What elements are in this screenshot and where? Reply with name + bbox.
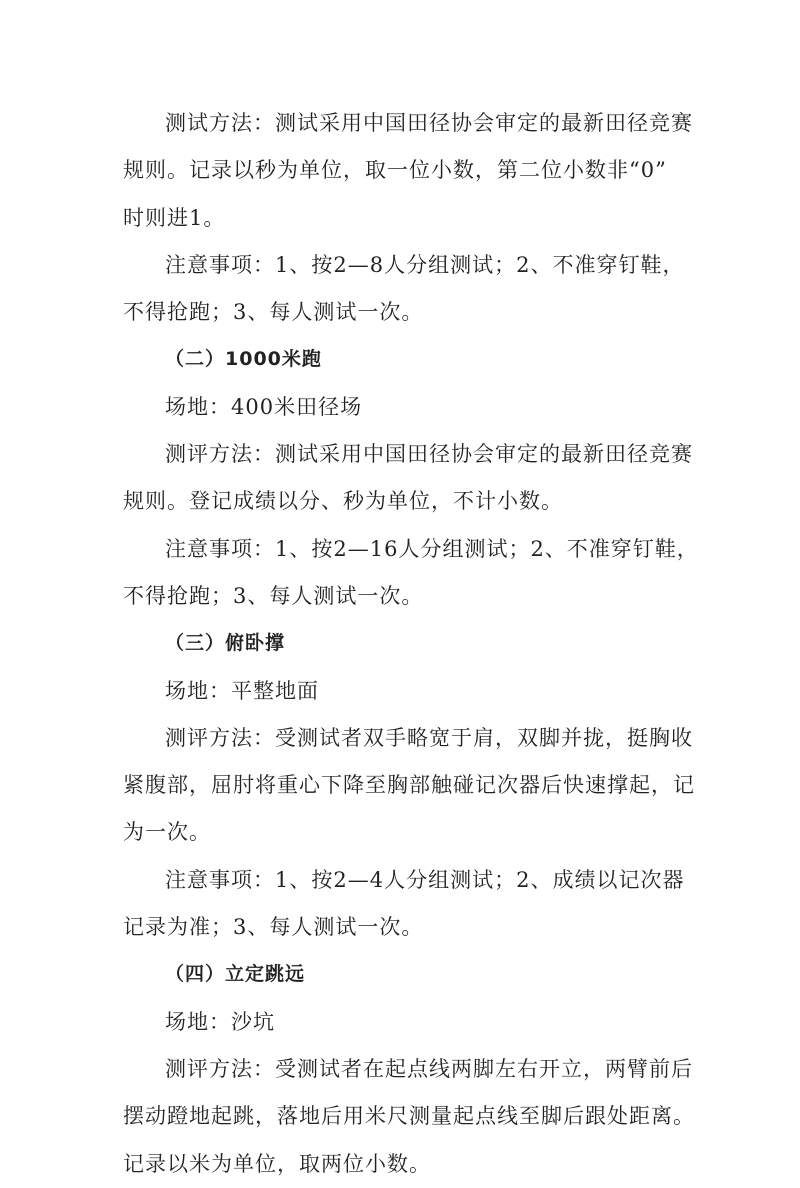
text-line: 为一次。 [123, 820, 211, 845]
text-line: 不得抢跑；3、每人测试一次。 [123, 583, 424, 608]
text-line: 摆动蹬地起跳，落地后用米尺测量起点线至脚后跟处距离。 [123, 1104, 695, 1129]
paragraph-longjump-method [123, 1046, 695, 1188]
section-heading-pushup: （三）俯卧撑 [165, 632, 286, 655]
paragraph-1000m-venue: 场地：400米田径场 [165, 394, 363, 419]
paragraph-pushup-method [123, 715, 695, 857]
document-body [123, 100, 699, 1188]
text-line: 注意事项：1、按2—4人分组测试；2、成绩以记次器 [165, 867, 685, 892]
text-line: 时则进1。 [123, 205, 226, 230]
text-line: 测试方法：测试采用中国田径协会审定的最新田径竞赛 [165, 111, 693, 135]
text-line: 注意事项：1、按2—8人分组测试；2、不准穿钉鞋， [165, 252, 685, 277]
paragraph-pushup-notes [123, 857, 695, 952]
text-line: 注意事项：1、按2—16人分组测试；2、不准穿钉鞋， [165, 536, 699, 561]
text-line: 紧腹部，屈肘将重心下降至胸部触碰记次器后快速撑起，记 [123, 773, 695, 798]
section-heading-longjump: （四）立定跳远 [165, 963, 306, 986]
paragraph-sprint-method [123, 100, 695, 242]
text-line: 记录为准；3、每人测试一次。 [123, 915, 424, 940]
text-line: 不得抢跑；3、每人测试一次。 [123, 300, 424, 325]
text-line: 记录以米为单位，取两位小数。 [123, 1151, 431, 1176]
text-line: 规则。登记成绩以分、秒为单位，不计小数。 [123, 489, 563, 514]
paragraph-longjump-venue: 场地：沙坑 [165, 1009, 275, 1034]
paragraph-1000m-notes [123, 526, 699, 621]
paragraph-pushup-venue: 场地：平整地面 [165, 678, 319, 703]
text-line: 规则。记录以秒为单位，取一位小数，第二位小数非“0” [123, 158, 667, 183]
text-line: 测评方法：测试采用中国田径协会审定的最新田径竞赛 [165, 442, 693, 467]
paragraph-sprint-notes [123, 242, 695, 337]
text-line: 测评方法：受测试者双手略宽于肩，双脚并拢，挺胸收 [165, 725, 693, 750]
text-line: 测评方法：受测试者在起点线两脚左右开立，两臂前后 [165, 1056, 693, 1081]
paragraph-1000m-method [123, 431, 695, 526]
section-heading-1000m: （二）1000米跑 [165, 348, 322, 371]
